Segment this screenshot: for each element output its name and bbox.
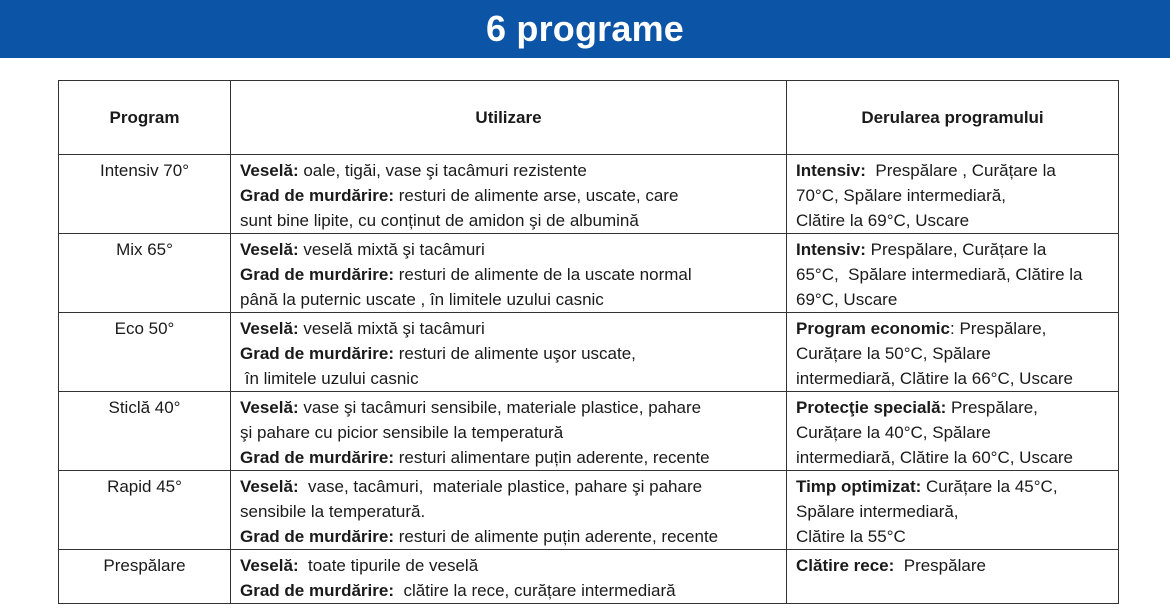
cell-line: [796, 499, 1109, 524]
line-text: intermediară, Clătire la 60°C, Uscare: [796, 448, 1074, 467]
cell-line: [796, 474, 1109, 499]
cell-line: [240, 158, 777, 183]
line-text: : Prespălare,: [950, 319, 1047, 338]
program-utilizare: [231, 234, 787, 313]
line-text: 70°C, Spălare intermediară,: [796, 186, 1006, 205]
page-title: 6 programe: [485, 8, 685, 49]
table-body: [59, 155, 1119, 604]
cell-line: [796, 208, 1109, 233]
program-derulare: [787, 155, 1119, 234]
cell-line: [240, 499, 777, 524]
program-derulare: [787, 313, 1119, 392]
cell-line: [796, 158, 1109, 183]
cell-line: [240, 420, 777, 445]
program-derulare: [787, 234, 1119, 313]
title-banner: [0, 0, 1170, 58]
cell-line: [796, 316, 1109, 341]
bold-label: Grad de murdărire:: [240, 265, 394, 284]
bold-label: Grad de murdărire:: [240, 448, 394, 467]
bold-label: Grad de murdărire:: [240, 344, 394, 363]
program-utilizare: [231, 471, 787, 550]
cell-line: [796, 395, 1109, 420]
line-text: vase, tacâmuri, materiale plastice, pahare şi pahare: [298, 477, 703, 496]
line-text: Prespălare,: [946, 398, 1038, 417]
cell-line: [240, 262, 777, 287]
program-name: Mix 65°: [59, 234, 231, 313]
line-text: Curățare la 40°C, Spălare: [796, 423, 991, 442]
bold-label: Protecţie specială:: [796, 398, 947, 417]
program-name: Eco 50°: [59, 313, 231, 392]
cell-line: [796, 553, 1109, 578]
line-text: Curățare la 45°C,: [921, 477, 1058, 496]
bold-label: Program economic: [796, 319, 950, 338]
line-text: 65°C, Spălare intermediară, Clătire la: [796, 265, 1083, 284]
cell-line: [240, 237, 777, 262]
cell-line: [796, 420, 1109, 445]
line-text: clătire la rece, curățare intermediară: [394, 581, 676, 600]
line-text: Prespălare , Curățare la: [865, 161, 1056, 180]
line-text: Prespălare: [894, 556, 986, 575]
programs-table: [58, 80, 1119, 604]
program-derulare: [787, 392, 1119, 471]
cell-line: [796, 287, 1109, 312]
line-text: oale, tigăi, vase şi tacâmuri rezistente: [298, 161, 587, 180]
cell-line: [796, 341, 1109, 366]
table-row: [59, 550, 1119, 604]
table-row: [59, 471, 1119, 550]
line-text: sunt bine lipite, cu conținut de amidon şi de albumină: [240, 211, 639, 230]
header-utilizare: Utilizare: [231, 81, 787, 155]
program-name: Sticlă 40°: [59, 392, 231, 471]
header-derulare: Derularea programului: [787, 81, 1119, 155]
bold-label: Timp optimizat:: [796, 477, 922, 496]
line-text: până la puternic uscate , în limitele uzului casnic: [240, 290, 604, 309]
bold-label: Veselă:: [240, 556, 299, 575]
cell-line: [796, 445, 1109, 470]
program-utilizare: [231, 313, 787, 392]
cell-line: [240, 287, 777, 312]
cell-line: [240, 183, 777, 208]
table-row: [59, 155, 1119, 234]
table-row: [59, 313, 1119, 392]
line-text: şi pahare cu picior sensibile la temperatură: [240, 423, 564, 442]
cell-line: [240, 553, 777, 578]
cell-line: [240, 474, 777, 499]
program-name: Prespălare: [59, 550, 231, 604]
line-text: sensibile la temperatură.: [240, 502, 426, 521]
bold-label: Veselă:: [240, 161, 299, 180]
line-text: 69°C, Uscare: [796, 290, 898, 309]
bold-label: Intensiv:: [796, 240, 866, 259]
cell-line: [796, 524, 1109, 549]
line-text: intermediară, Clătire la 66°C, Uscare: [796, 369, 1074, 388]
bold-label: Clătire rece:: [796, 556, 895, 575]
program-derulare: [787, 471, 1119, 550]
line-text: Prespălare, Curățare la: [865, 240, 1047, 259]
program-name: Intensiv 70°: [59, 155, 231, 234]
cell-line: [240, 316, 777, 341]
program-utilizare: [231, 550, 787, 604]
line-text: veselă mixtă şi tacâmuri: [298, 319, 485, 338]
cell-line: [240, 208, 777, 233]
program-utilizare: [231, 392, 787, 471]
line-text: resturi alimentare puțin aderente, recente: [394, 448, 710, 467]
cell-line: [240, 445, 777, 470]
header-program: Program: [59, 81, 231, 155]
cell-line: [240, 366, 777, 391]
line-text: Clătire la 55°C: [796, 527, 906, 546]
program-utilizare: [231, 155, 787, 234]
cell-line: [796, 262, 1109, 287]
bold-label: Grad de murdărire:: [240, 527, 394, 546]
table-row: [59, 234, 1119, 313]
line-text: resturi de alimente arse, uscate, care: [394, 186, 679, 205]
line-text: Spălare intermediară,: [796, 502, 959, 521]
line-text: Curățare la 50°C, Spălare: [796, 344, 991, 363]
line-text: Clătire la 69°C, Uscare: [796, 211, 970, 230]
line-text: resturi de alimente de la uscate normal: [394, 265, 692, 284]
line-text: în limitele uzului casnic: [240, 369, 419, 388]
line-text: toate tipurile de veselă: [298, 556, 479, 575]
line-text: resturi de alimente uşor uscate,: [394, 344, 636, 363]
cell-line: [240, 578, 777, 603]
cell-line: [240, 341, 777, 366]
line-text: resturi de alimente puțin aderente, recente: [394, 527, 719, 546]
line-text: veselă mixtă şi tacâmuri: [298, 240, 485, 259]
program-derulare: [787, 550, 1119, 604]
table-row: [59, 392, 1119, 471]
bold-label: Grad de murdărire:: [240, 186, 394, 205]
program-name: Rapid 45°: [59, 471, 231, 550]
cell-line: [796, 237, 1109, 262]
bold-label: Veselă:: [240, 398, 299, 417]
bold-label: Veselă:: [240, 240, 299, 259]
bold-label: Intensiv:: [796, 161, 866, 180]
bold-label: Veselă:: [240, 477, 299, 496]
line-text: vase şi tacâmuri sensibile, materiale plastice, pahare: [298, 398, 702, 417]
cell-line: [240, 395, 777, 420]
cell-line: [240, 524, 777, 549]
cell-line: [796, 366, 1109, 391]
cell-line: [796, 183, 1109, 208]
table-header-row: [59, 81, 1119, 155]
bold-label: Veselă:: [240, 319, 299, 338]
bold-label: Grad de murdărire:: [240, 581, 394, 600]
